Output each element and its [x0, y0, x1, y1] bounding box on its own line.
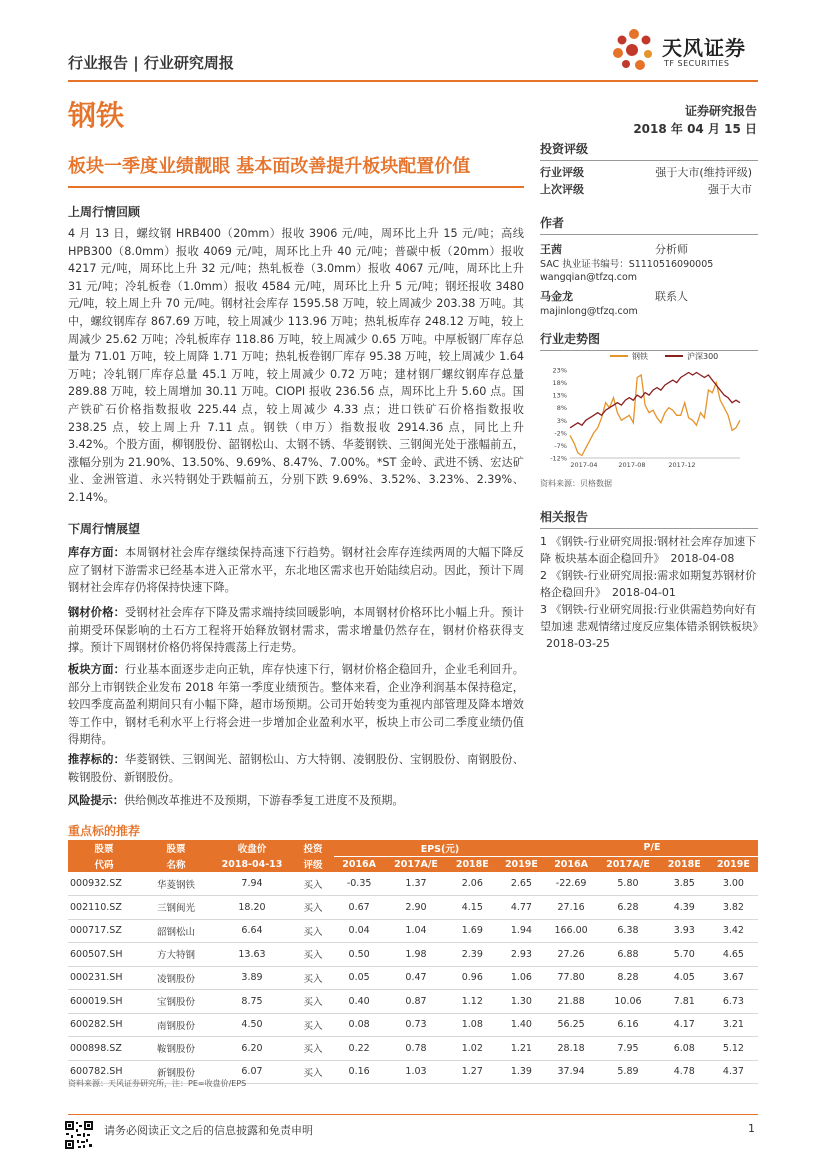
related-report-title: 1 《钢铁-行业研究周报:钢材社会库存加速下降 板块基本面企稳回升》 [540, 535, 757, 565]
logo-text: 天风证券 [662, 36, 746, 60]
outlook-label: 推荐标的： [68, 753, 126, 766]
table-cell: 买入 [292, 990, 334, 1014]
table-header-row [68, 856, 758, 872]
outlook-text: 供给侧改革推进不及预期，下游春季复工进度不及预期。 [123, 794, 404, 807]
table-cell: 6.73 [709, 990, 758, 1014]
table-row [68, 990, 758, 1014]
table-cell: 7.95 [596, 1037, 660, 1061]
outlook-label: 库存方面： [68, 546, 126, 559]
header-divider [68, 80, 758, 82]
rating-title: 投资评级 [540, 140, 758, 161]
table-cell: 1.98 [384, 943, 448, 967]
table-cell: 凌钢股份 [140, 966, 212, 990]
company-logo [610, 26, 770, 74]
rating-row [540, 181, 758, 198]
table-cell: 600782.SH [68, 1060, 140, 1084]
table-cell: 37.94 [546, 1060, 596, 1084]
table-row [68, 966, 758, 990]
table-cell: 1.37 [384, 872, 448, 896]
table-source: 资料来源：天风证券研究所，注：PE=收盘价/EPS [68, 1079, 247, 1088]
report-date: 2018 年 04 月 15 日 [633, 122, 757, 136]
outlook-sector [68, 661, 524, 749]
y-tick-label: 18% [552, 379, 567, 388]
table-cell: 南钢股份 [140, 1013, 212, 1037]
headline-divider [68, 186, 524, 188]
table-cell: 000898.SZ [68, 1037, 140, 1061]
table-row [68, 1013, 758, 1037]
table-cell: 600019.SH [68, 990, 140, 1014]
rating-label: 行业评级 [540, 166, 584, 179]
author-email: majinlong@tfzq.com [540, 306, 638, 317]
table-cell: 1.12 [448, 990, 497, 1014]
table-cell: 3.93 [660, 919, 709, 943]
table-cell: 1.94 [497, 919, 546, 943]
table-cell: 4.15 [448, 896, 497, 920]
table-cell: 4.50 [212, 1013, 292, 1037]
outlook-text: 受钢材社会库存下降及需求端持续回暖影响，本周钢材价格环比小幅上升。预计前期受环保影响的土石方工程将开始释放钢材需求，需求增量仍然存在，钢材价格获得支撑。预计下周钢材价格仍将保持震荡上行走势。 [68, 606, 524, 655]
outlook-label: 钢材价格： [68, 606, 126, 619]
table-cell: 2.65 [497, 872, 546, 896]
rating-value: 强于大市 [708, 183, 752, 196]
table-cell: 10.06 [596, 990, 660, 1014]
table-cell: 3.82 [709, 896, 758, 920]
col-header: 名称 [140, 856, 212, 872]
author-role: 联系人 [655, 290, 688, 303]
col-header: 2017A/E [384, 856, 448, 872]
table-cell: 21.88 [546, 990, 596, 1014]
table-cell: 600282.SH [68, 1013, 140, 1037]
col-header: 2019E [497, 856, 546, 872]
outlook-label: 风险提示： [68, 794, 124, 807]
table-cell: -22.69 [546, 872, 596, 896]
table-cell: 3.00 [709, 872, 758, 896]
review-title: 上周行情回顾 [68, 205, 141, 219]
outlook-text: 本周钢材社会库存继续保持高速下行趋势。钢材社会库存连续两周的大幅下降反应了钢材下游需求已经基本进入正常水平，东北地区需求也开始陆续启动。因此，预计下周钢材社会库存仍将保持快速下降。 [68, 546, 524, 595]
table-cell: 买入 [292, 1060, 334, 1084]
col-header: 2018-04-13 [212, 856, 292, 872]
outlook-price [68, 604, 524, 657]
table-cell: 2.90 [384, 896, 448, 920]
table-cell: 5.80 [596, 872, 660, 896]
table-cell: 27.16 [546, 896, 596, 920]
table-cell: 3.85 [660, 872, 709, 896]
picks-table [68, 840, 758, 1084]
table-row [68, 943, 758, 967]
legend-label-steel: 钢铁 [632, 352, 648, 361]
logo-mark-icon [610, 26, 658, 74]
table-cell: 鞍钢股份 [140, 1037, 212, 1061]
table-cell: 买入 [292, 1037, 334, 1061]
related-report-date: 2018-03-25 [546, 637, 610, 650]
col-header: 代码 [68, 856, 140, 872]
table-cell: 1.21 [497, 1037, 546, 1061]
y-tick-label: 3% [556, 416, 567, 425]
y-tick-label: -2% [554, 429, 567, 438]
table-cell: 000231.SH [68, 966, 140, 990]
outlook-label: 板块方面： [68, 663, 126, 676]
rating-value: 强于大市(维持评级) [655, 166, 752, 179]
table-cell: 1.04 [384, 919, 448, 943]
table-cell: 6.07 [212, 1060, 292, 1084]
table-cell: 2.39 [448, 943, 497, 967]
related-panel [540, 508, 764, 652]
related-report-title: 2 《钢铁-行业研究周报:需求如期复苏钢材价格企稳回升》 [540, 569, 757, 599]
col-header: 2016A [546, 856, 596, 872]
col-header: 股票 [140, 840, 212, 856]
page-number: 1 [748, 1122, 755, 1135]
table-cell: 1.69 [448, 919, 497, 943]
col-header: 投资 [292, 840, 334, 856]
table-row [68, 872, 758, 896]
rating-label: 上次评级 [540, 183, 584, 196]
trend-title: 行业走势图 [540, 330, 758, 351]
table-cell: 6.38 [596, 919, 660, 943]
table-cell: 1.02 [448, 1037, 497, 1061]
footer-disclaimer: 请务必阅读正文之后的信息披露和免责申明 [104, 1124, 313, 1137]
author-role: 分析师 [655, 243, 688, 256]
x-tick-label: 2017-04 [570, 461, 598, 469]
table-cell: 0.16 [334, 1060, 384, 1084]
table-cell: 0.78 [384, 1037, 448, 1061]
table-cell: 166.00 [546, 919, 596, 943]
table-cell: 方大特钢 [140, 943, 212, 967]
table-cell: 买入 [292, 872, 334, 896]
table-cell: 28.18 [546, 1037, 596, 1061]
table-cell: 华菱钢铁 [140, 872, 212, 896]
rating-panel [540, 140, 758, 198]
table-cell: 4.77 [497, 896, 546, 920]
table-cell: 6.16 [596, 1013, 660, 1037]
author-row [540, 241, 758, 258]
table-cell: 0.47 [384, 966, 448, 990]
table-cell: 5.12 [709, 1037, 758, 1061]
series-line-hs300 [570, 373, 740, 428]
table-cell: 1.08 [448, 1013, 497, 1037]
outlook-text: 华菱钢铁、三钢闽光、韶钢松山、方大特钢、凌钢股份、宝钢股份、南钢股份、鞍钢股份、新钢股份。 [68, 753, 524, 784]
author-name: 马金龙 [540, 290, 573, 303]
table-cell: 新钢股份 [140, 1060, 212, 1084]
table-cell: 买入 [292, 896, 334, 920]
footer-divider [68, 1114, 758, 1115]
col-header: 2018E [448, 856, 497, 872]
y-tick-label: 13% [552, 391, 567, 400]
rating-row [540, 164, 758, 181]
related-report[interactable] [540, 601, 764, 652]
col-header: 2018E [660, 856, 709, 872]
col-header: 评级 [292, 856, 334, 872]
author-name: 王茜 [540, 243, 562, 256]
related-title: 相关报告 [540, 508, 758, 529]
table-cell: 7.94 [212, 872, 292, 896]
table-cell: 13.63 [212, 943, 292, 967]
table-cell: 4.39 [660, 896, 709, 920]
col-header-group: P/E [546, 840, 758, 856]
table-cell: 0.08 [334, 1013, 384, 1037]
table-cell: 27.26 [546, 943, 596, 967]
table-cell: 三钢闽光 [140, 896, 212, 920]
table-cell: 0.67 [334, 896, 384, 920]
table-cell: 7.81 [660, 990, 709, 1014]
col-header: 2016A [334, 856, 384, 872]
outlook-risk [68, 792, 524, 810]
table-cell: 6.88 [596, 943, 660, 967]
related-report-title: 3 《钢铁-行业研究周报:行业供需趋势向好有望加速 悲观情绪过度反应集体错杀钢铁板块》 [540, 603, 764, 633]
author-title: 作者 [540, 214, 758, 235]
picks-title: 重点标的推荐 [68, 824, 141, 838]
related-report-date: 2018-04-01 [612, 586, 676, 599]
related-report[interactable] [540, 533, 758, 567]
table-cell: 2.06 [448, 872, 497, 896]
table-cell: 宝钢股份 [140, 990, 212, 1014]
table-cell: 买入 [292, 1013, 334, 1037]
table-cell: 600507.SH [68, 943, 140, 967]
trend-chart [540, 346, 758, 474]
x-tick-label: 2017-12 [668, 461, 696, 469]
table-cell: 000717.SZ [68, 919, 140, 943]
table-cell: 1.06 [497, 966, 546, 990]
table-cell: 3.21 [709, 1013, 758, 1037]
table-cell: 1.40 [497, 1013, 546, 1037]
table-cell: 买入 [292, 966, 334, 990]
table-cell: 1.30 [497, 990, 546, 1014]
col-header: 收盘价 [212, 840, 292, 856]
qr-code-icon [64, 1120, 94, 1150]
chart-source: 资料来源：贝格数据 [540, 479, 612, 488]
table-cell: 4.78 [660, 1060, 709, 1084]
table-cell: 0.87 [384, 990, 448, 1014]
table-cell: 77.80 [546, 966, 596, 990]
table-cell: 韶钢松山 [140, 919, 212, 943]
table-cell: 6.28 [596, 896, 660, 920]
y-tick-label: 8% [556, 404, 567, 413]
table-cell: 4.37 [709, 1060, 758, 1084]
table-cell: 56.25 [546, 1013, 596, 1037]
author-row [540, 288, 758, 305]
col-header: 股票 [68, 840, 140, 856]
table-cell: 0.96 [448, 966, 497, 990]
col-header: 2019E [709, 856, 758, 872]
table-header-row [68, 840, 758, 856]
outlook-text: 行业基本面逐步走向正轨，库存快速下行，钢材价格企稳回升，企业毛利回升。部分上市钢铁企业发布 2018 年第一季度业绩预告。整体来看，企业净利润基本保持稳定，较四季度高盈利期间只有小幅下降，超市场预期。公司开始转变为重视内部管理及降本增效等工作中，钢材毛利水平上行将会进一步增加企业盈利水平，板块上市公司二季度业绩仍值得期待。 [68, 663, 524, 747]
related-report-date: 2018-04-08 [670, 552, 735, 565]
table-cell: 0.73 [384, 1013, 448, 1037]
table-cell: 0.22 [334, 1037, 384, 1061]
author-panel [540, 214, 758, 318]
table-cell: 8.28 [596, 966, 660, 990]
table-row [68, 1037, 758, 1061]
table-cell: 0.40 [334, 990, 384, 1014]
author-email: wangqian@tfzq.com [540, 272, 638, 283]
table-cell: 买入 [292, 943, 334, 967]
report-type: 证券研究报告 [684, 104, 757, 118]
col-header-group: EPS(元) [334, 840, 546, 856]
col-header: 2017A/E [596, 856, 660, 872]
table-cell: 6.08 [660, 1037, 709, 1061]
table-cell: 002110.SZ [68, 896, 140, 920]
table-cell: 18.20 [212, 896, 292, 920]
table-cell: 0.05 [334, 966, 384, 990]
outlook-picks [68, 751, 524, 786]
table-cell: 6.64 [212, 919, 292, 943]
table-cell: 5.70 [660, 943, 709, 967]
author-cert: SAC 执业证书编号：S1110516090005 [540, 259, 714, 270]
outlook-title: 下周行情展望 [68, 522, 141, 536]
table-cell: 6.20 [212, 1037, 292, 1061]
table-cell: 1.27 [448, 1060, 497, 1084]
table-cell: 1.03 [384, 1060, 448, 1084]
table-row [68, 919, 758, 943]
y-tick-label: -7% [554, 441, 567, 450]
x-tick-label: 2017-08 [618, 461, 646, 469]
table-cell: 4.17 [660, 1013, 709, 1037]
legend-label-hs300: 沪深300 [687, 352, 719, 361]
y-tick-label: 23% [552, 366, 567, 375]
report-category: 行业报告 | 行业研究周报 [68, 54, 234, 72]
series-line-steel [570, 375, 740, 456]
review-body: 4 月 13 日，螺纹钢 HRB400（20mm）报收 3906 元/吨，周环比上升 15 元/吨；高线 HPB300（8.0mm）报收 4069 元/吨，周环比上升 40 元/吨；普碳中板（20mm）报收 4217 元/吨，周环比上升 32 元/吨；热轧板卷（3.0mm）报收 4067 元/吨，周环比上升 31 元/吨；冷轧板卷（1.0mm）报收 4584 元/吨，周环比上升 5 元/吨；钢坯报收 3480 元/吨，较上周上升 70 元/吨。钢材社会库存 1595.58 万吨，较上周减少 203.38 万吨。其中，螺纹钢库存 867.69 万吨，较上周减少 113.96 万吨；热轧板库存 248.12 万吨，较上周减少 25.62 万吨；冷轧板库存 118.86 万吨，较上周减少 0.65 万吨。中厚板钢厂库存总量为 71.01 万吨，较上周降 1.71 万吨；热轧板卷钢厂库存 95.38 万吨，较上周减少 1.64 万吨；冷轧钢厂库存总量 45.1 万吨，较上周减少 0.72 万吨；建材钢厂螺纹钢库存总量 289.88 万吨，较上周增加 30.11 万吨。CIOPI 报收 236.56 点，周环比上升 5.60 点。国产铁矿石价格指数报收 225.44 点，较上周减少 4.33 点；进口铁矿石价格指数报收 238.25 点，较上周上升 7.11 点。钢铁（申万）指数报收 2914.36 点，同比上升 3.42%。个股方面，柳钢股份、韶钢松山、太钢不锈、华菱钢铁、三钢闽光处于涨幅前五，涨幅分别为 21.90%、13.50%、9.69%、8.47%、7.00%。*ST 金岭、武进不锈、宏达矿业、金洲管道、永兴特钢处于跌幅前五，分别下跌 9.69%、3.52%、3.23%、2.39%、2.14%。 [68, 227, 524, 504]
y-tick-label: -12% [550, 454, 567, 463]
table-cell: 0.50 [334, 943, 384, 967]
table-row [68, 896, 758, 920]
table-cell: 8.75 [212, 990, 292, 1014]
logo-text-en: TF SECURITIES [664, 59, 730, 68]
table-cell: 000932.SZ [68, 872, 140, 896]
headline: 板块一季度业绩靓眼 基本面改善提升板块配置价值 [68, 156, 471, 177]
table-cell: 3.42 [709, 919, 758, 943]
related-report[interactable] [540, 567, 758, 601]
industry-title: 钢铁 [68, 99, 125, 132]
table-cell: 3.89 [212, 966, 292, 990]
table-cell: 2.93 [497, 943, 546, 967]
table-cell: 4.65 [709, 943, 758, 967]
table-cell: 0.04 [334, 919, 384, 943]
table-cell: 5.89 [596, 1060, 660, 1084]
table-cell: -0.35 [334, 872, 384, 896]
chart-legend [610, 351, 718, 361]
table-cell: 1.39 [497, 1060, 546, 1084]
outlook-inventory [68, 544, 524, 597]
table-cell: 3.67 [709, 966, 758, 990]
table-cell: 买入 [292, 919, 334, 943]
table-cell: 4.05 [660, 966, 709, 990]
